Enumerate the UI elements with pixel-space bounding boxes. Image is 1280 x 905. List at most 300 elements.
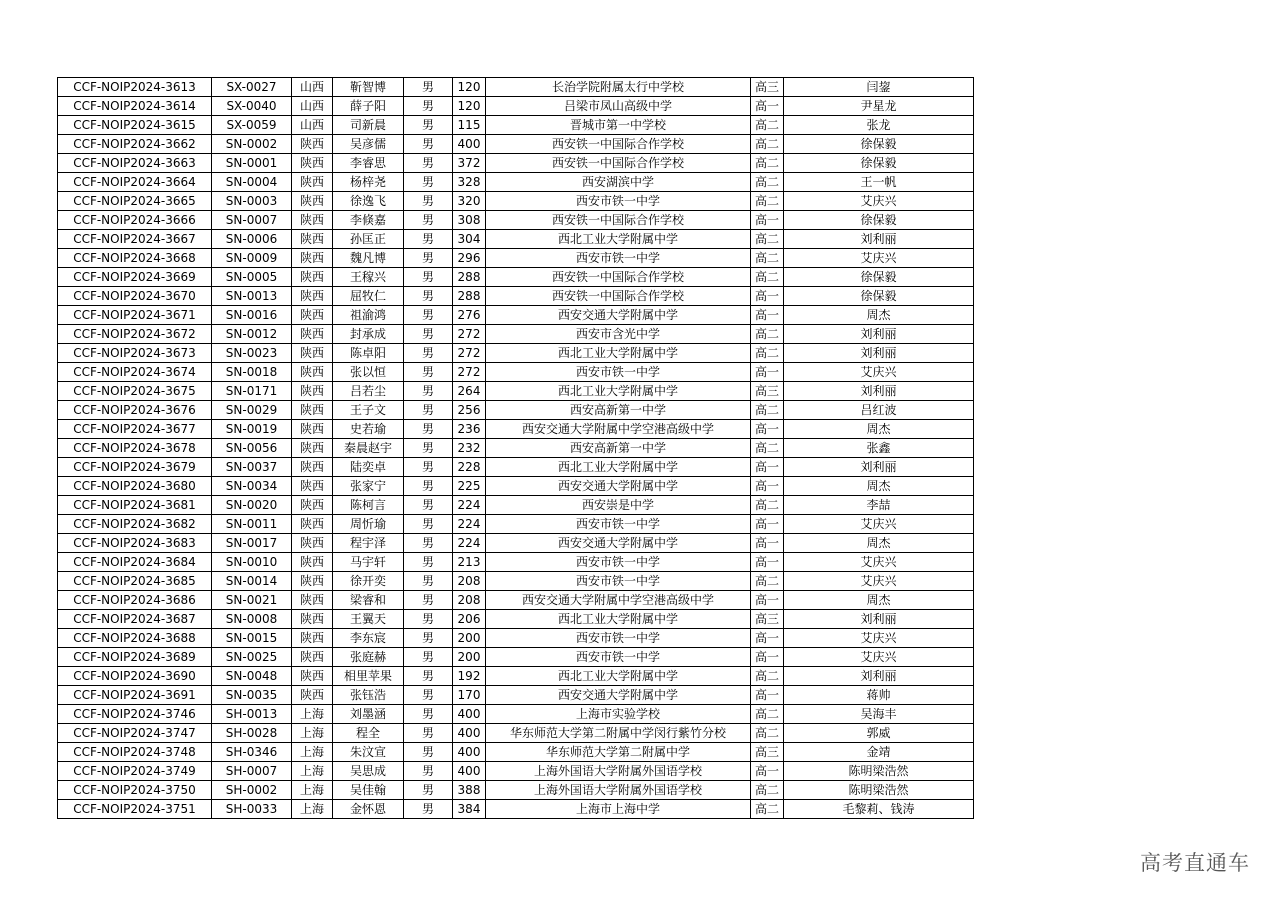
- cell-id: CCF-NOIP2024-3680: [58, 477, 212, 496]
- cell-score: 304: [453, 230, 486, 249]
- cell-province: 陕西: [292, 496, 333, 515]
- cell-score: 256: [453, 401, 486, 420]
- table-row: [58, 401, 974, 420]
- table-row: [58, 325, 974, 344]
- cell-score: 308: [453, 211, 486, 230]
- cell-school: 西安高新第一中学: [486, 401, 751, 420]
- cell-province: 陕西: [292, 572, 333, 591]
- cell-school: 西安市铁一中学: [486, 249, 751, 268]
- cell-code: SN-0012: [212, 325, 292, 344]
- cell-code: SN-0007: [212, 211, 292, 230]
- cell-gender: 男: [404, 382, 453, 401]
- cell-school: 西安铁一中国际合作学校: [486, 154, 751, 173]
- cell-grade: 高二: [751, 401, 784, 420]
- cell-province: 陕西: [292, 344, 333, 363]
- cell-code: SH-0346: [212, 743, 292, 762]
- cell-province: 陕西: [292, 135, 333, 154]
- cell-name: 朱汶宣: [333, 743, 404, 762]
- cell-province: 陕西: [292, 363, 333, 382]
- cell-id: CCF-NOIP2024-3674: [58, 363, 212, 382]
- cell-name: 王子文: [333, 401, 404, 420]
- cell-teacher: 刘利丽: [784, 230, 974, 249]
- cell-score: 400: [453, 705, 486, 724]
- table-row: [58, 192, 974, 211]
- cell-score: 400: [453, 135, 486, 154]
- cell-code: SH-0007: [212, 762, 292, 781]
- cell-gender: 男: [404, 97, 453, 116]
- table-row: [58, 591, 974, 610]
- cell-score: 328: [453, 173, 486, 192]
- cell-province: 陕西: [292, 230, 333, 249]
- cell-grade: 高二: [751, 173, 784, 192]
- cell-province: 陕西: [292, 306, 333, 325]
- cell-teacher: 艾庆兴: [784, 648, 974, 667]
- cell-gender: 男: [404, 135, 453, 154]
- cell-province: 陕西: [292, 192, 333, 211]
- cell-gender: 男: [404, 724, 453, 743]
- cell-code: SN-0002: [212, 135, 292, 154]
- cell-school: 西安交通大学附属中学: [486, 477, 751, 496]
- cell-grade: 高二: [751, 154, 784, 173]
- cell-score: 288: [453, 287, 486, 306]
- cell-code: SN-0004: [212, 173, 292, 192]
- cell-school: 西安湖滨中学: [486, 173, 751, 192]
- cell-code: SX-0040: [212, 97, 292, 116]
- cell-id: CCF-NOIP2024-3663: [58, 154, 212, 173]
- cell-name: 李东宸: [333, 629, 404, 648]
- cell-gender: 男: [404, 173, 453, 192]
- cell-teacher: 徐保毅: [784, 287, 974, 306]
- cell-name: 吕若尘: [333, 382, 404, 401]
- watermark: 高考直通车: [1140, 851, 1250, 875]
- cell-id: CCF-NOIP2024-3687: [58, 610, 212, 629]
- cell-teacher: 吕红波: [784, 401, 974, 420]
- cell-school: 西北工业大学附属中学: [486, 382, 751, 401]
- cell-name: 祖渝鸿: [333, 306, 404, 325]
- cell-id: CCF-NOIP2024-3749: [58, 762, 212, 781]
- cell-code: SN-0021: [212, 591, 292, 610]
- cell-name: 张钰浩: [333, 686, 404, 705]
- cell-province: 陕西: [292, 401, 333, 420]
- cell-id: CCF-NOIP2024-3677: [58, 420, 212, 439]
- table-row: [58, 249, 974, 268]
- cell-score: 224: [453, 534, 486, 553]
- cell-name: 吴彦儒: [333, 135, 404, 154]
- cell-grade: 高一: [751, 648, 784, 667]
- table-row: [58, 477, 974, 496]
- cell-school: 西安铁一中国际合作学校: [486, 135, 751, 154]
- cell-teacher: 张鑫: [784, 439, 974, 458]
- cell-grade: 高二: [751, 496, 784, 515]
- cell-school: 华东师范大学第二附属中学闵行紫竹分校: [486, 724, 751, 743]
- cell-name: 张以恒: [333, 363, 404, 382]
- table-row: [58, 610, 974, 629]
- cell-grade: 高二: [751, 116, 784, 135]
- cell-teacher: 陈明梁浩然: [784, 781, 974, 800]
- cell-grade: 高二: [751, 249, 784, 268]
- cell-province: 陕西: [292, 534, 333, 553]
- table-row: [58, 553, 974, 572]
- cell-score: 236: [453, 420, 486, 439]
- cell-teacher: 刘利丽: [784, 382, 974, 401]
- cell-gender: 男: [404, 572, 453, 591]
- cell-code: SN-0020: [212, 496, 292, 515]
- cell-code: SH-0013: [212, 705, 292, 724]
- cell-province: 陕西: [292, 667, 333, 686]
- table-row: [58, 344, 974, 363]
- cell-grade: 高二: [751, 230, 784, 249]
- cell-province: 陕西: [292, 591, 333, 610]
- cell-gender: 男: [404, 686, 453, 705]
- table-row: [58, 287, 974, 306]
- cell-grade: 高一: [751, 553, 784, 572]
- cell-province: 山西: [292, 116, 333, 135]
- cell-code: SH-0028: [212, 724, 292, 743]
- cell-province: 陕西: [292, 515, 333, 534]
- table-row: [58, 439, 974, 458]
- cell-school: 华东师范大学第二附属中学: [486, 743, 751, 762]
- cell-school: 上海外国语大学附属外国语学校: [486, 762, 751, 781]
- cell-school: 西安交通大学附属中学: [486, 306, 751, 325]
- cell-province: 陕西: [292, 629, 333, 648]
- cell-school: 西安市铁一中学: [486, 553, 751, 572]
- cell-score: 288: [453, 268, 486, 287]
- cell-teacher: 闫鋆: [784, 78, 974, 97]
- cell-name: 吴思成: [333, 762, 404, 781]
- cell-score: 224: [453, 496, 486, 515]
- cell-id: CCF-NOIP2024-3676: [58, 401, 212, 420]
- cell-province: 上海: [292, 724, 333, 743]
- table-row: [58, 648, 974, 667]
- table-row: [58, 382, 974, 401]
- cell-grade: 高二: [751, 705, 784, 724]
- cell-score: 400: [453, 762, 486, 781]
- cell-name: 徐逸飞: [333, 192, 404, 211]
- cell-name: 金怀恩: [333, 800, 404, 819]
- cell-code: SN-0018: [212, 363, 292, 382]
- cell-gender: 男: [404, 496, 453, 515]
- cell-grade: 高一: [751, 306, 784, 325]
- cell-grade: 高二: [751, 135, 784, 154]
- cell-id: CCF-NOIP2024-3664: [58, 173, 212, 192]
- cell-name: 薛子阳: [333, 97, 404, 116]
- cell-gender: 男: [404, 610, 453, 629]
- cell-province: 陕西: [292, 173, 333, 192]
- cell-teacher: 艾庆兴: [784, 515, 974, 534]
- cell-name: 李倏嘉: [333, 211, 404, 230]
- cell-score: 384: [453, 800, 486, 819]
- cell-teacher: 吴海丰: [784, 705, 974, 724]
- cell-grade: 高一: [751, 287, 784, 306]
- cell-gender: 男: [404, 287, 453, 306]
- cell-score: 272: [453, 363, 486, 382]
- table-row: [58, 686, 974, 705]
- cell-province: 陕西: [292, 287, 333, 306]
- cell-school: 西安市铁一中学: [486, 648, 751, 667]
- cell-school: 西安交通大学附属中学空港高级中学: [486, 591, 751, 610]
- results-table: [57, 77, 974, 819]
- cell-teacher: 艾庆兴: [784, 363, 974, 382]
- cell-province: 陕西: [292, 610, 333, 629]
- table-row: [58, 420, 974, 439]
- table-row: [58, 629, 974, 648]
- cell-teacher: 艾庆兴: [784, 553, 974, 572]
- cell-province: 陕西: [292, 553, 333, 572]
- cell-school: 西安市铁一中学: [486, 515, 751, 534]
- cell-teacher: 周杰: [784, 477, 974, 496]
- table-row: [58, 458, 974, 477]
- cell-school: 西安铁一中国际合作学校: [486, 268, 751, 287]
- cell-school: 西北工业大学附属中学: [486, 344, 751, 363]
- table-row: [58, 515, 974, 534]
- cell-code: SN-0016: [212, 306, 292, 325]
- cell-name: 屈牧仁: [333, 287, 404, 306]
- cell-grade: 高一: [751, 629, 784, 648]
- cell-name: 刘墨涵: [333, 705, 404, 724]
- cell-gender: 男: [404, 154, 453, 173]
- cell-province: 上海: [292, 800, 333, 819]
- cell-province: 陕西: [292, 154, 333, 173]
- cell-gender: 男: [404, 705, 453, 724]
- cell-name: 魏凡博: [333, 249, 404, 268]
- cell-province: 陕西: [292, 382, 333, 401]
- cell-score: 225: [453, 477, 486, 496]
- cell-id: CCF-NOIP2024-3669: [58, 268, 212, 287]
- cell-teacher: 刘利丽: [784, 325, 974, 344]
- cell-province: 陕西: [292, 439, 333, 458]
- cell-name: 张家宁: [333, 477, 404, 496]
- cell-score: 276: [453, 306, 486, 325]
- cell-gender: 男: [404, 762, 453, 781]
- cell-gender: 男: [404, 800, 453, 819]
- cell-score: 192: [453, 667, 486, 686]
- cell-grade: 高三: [751, 743, 784, 762]
- cell-id: CCF-NOIP2024-3748: [58, 743, 212, 762]
- cell-grade: 高一: [751, 762, 784, 781]
- cell-gender: 男: [404, 116, 453, 135]
- cell-province: 陕西: [292, 325, 333, 344]
- cell-score: 213: [453, 553, 486, 572]
- cell-gender: 男: [404, 420, 453, 439]
- cell-code: SN-0011: [212, 515, 292, 534]
- cell-code: SN-0013: [212, 287, 292, 306]
- cell-gender: 男: [404, 534, 453, 553]
- table-row: [58, 572, 974, 591]
- cell-code: SN-0171: [212, 382, 292, 401]
- cell-teacher: 尹星龙: [784, 97, 974, 116]
- cell-gender: 男: [404, 458, 453, 477]
- cell-school: 西安市铁一中学: [486, 363, 751, 382]
- cell-code: SN-0003: [212, 192, 292, 211]
- cell-province: 山西: [292, 78, 333, 97]
- cell-teacher: 艾庆兴: [784, 629, 974, 648]
- cell-id: CCF-NOIP2024-3686: [58, 591, 212, 610]
- cell-school: 西北工业大学附属中学: [486, 230, 751, 249]
- cell-name: 陈卓阳: [333, 344, 404, 363]
- cell-school: 西安市含光中学: [486, 325, 751, 344]
- cell-code: SN-0001: [212, 154, 292, 173]
- cell-teacher: 刘利丽: [784, 344, 974, 363]
- cell-code: SN-0015: [212, 629, 292, 648]
- cell-school: 西安交通大学附属中学空港高级中学: [486, 420, 751, 439]
- cell-id: CCF-NOIP2024-3678: [58, 439, 212, 458]
- cell-school: 上海市上海中学: [486, 800, 751, 819]
- cell-id: CCF-NOIP2024-3751: [58, 800, 212, 819]
- cell-grade: 高二: [751, 268, 784, 287]
- cell-gender: 男: [404, 667, 453, 686]
- cell-name: 靳智博: [333, 78, 404, 97]
- cell-name: 徐开奕: [333, 572, 404, 591]
- cell-grade: 高三: [751, 78, 784, 97]
- cell-teacher: 刘利丽: [784, 610, 974, 629]
- cell-grade: 高二: [751, 439, 784, 458]
- cell-teacher: 徐保毅: [784, 154, 974, 173]
- cell-teacher: 王一帆: [784, 173, 974, 192]
- cell-score: 170: [453, 686, 486, 705]
- cell-school: 西北工业大学附属中学: [486, 667, 751, 686]
- cell-name: 张庭赫: [333, 648, 404, 667]
- cell-teacher: 金靖: [784, 743, 974, 762]
- cell-score: 208: [453, 572, 486, 591]
- cell-grade: 高二: [751, 800, 784, 819]
- cell-id: CCF-NOIP2024-3665: [58, 192, 212, 211]
- table-row: [58, 496, 974, 515]
- cell-gender: 男: [404, 363, 453, 382]
- cell-teacher: 周杰: [784, 420, 974, 439]
- cell-gender: 男: [404, 401, 453, 420]
- cell-id: CCF-NOIP2024-3691: [58, 686, 212, 705]
- cell-id: CCF-NOIP2024-3670: [58, 287, 212, 306]
- cell-code: SN-0010: [212, 553, 292, 572]
- cell-code: SN-0056: [212, 439, 292, 458]
- cell-grade: 高二: [751, 344, 784, 363]
- cell-name: 程宇泽: [333, 534, 404, 553]
- cell-name: 周忻瑜: [333, 515, 404, 534]
- table-row: [58, 211, 974, 230]
- cell-province: 上海: [292, 781, 333, 800]
- cell-gender: 男: [404, 648, 453, 667]
- cell-code: SN-0023: [212, 344, 292, 363]
- cell-score: 264: [453, 382, 486, 401]
- cell-name: 李睿思: [333, 154, 404, 173]
- cell-id: CCF-NOIP2024-3682: [58, 515, 212, 534]
- cell-grade: 高一: [751, 458, 784, 477]
- table-row: [58, 667, 974, 686]
- cell-province: 上海: [292, 743, 333, 762]
- cell-code: SN-0005: [212, 268, 292, 287]
- cell-grade: 高一: [751, 363, 784, 382]
- table-row: [58, 705, 974, 724]
- cell-id: CCF-NOIP2024-3681: [58, 496, 212, 515]
- cell-province: 山西: [292, 97, 333, 116]
- cell-province: 上海: [292, 705, 333, 724]
- cell-teacher: 徐保毅: [784, 135, 974, 154]
- cell-school: 西北工业大学附属中学: [486, 458, 751, 477]
- cell-teacher: 刘利丽: [784, 458, 974, 477]
- cell-gender: 男: [404, 268, 453, 287]
- table-row: [58, 743, 974, 762]
- cell-school: 西安铁一中国际合作学校: [486, 287, 751, 306]
- cell-teacher: 郭威: [784, 724, 974, 743]
- cell-teacher: 毛黎莉、钱涛: [784, 800, 974, 819]
- cell-province: 上海: [292, 762, 333, 781]
- cell-gender: 男: [404, 743, 453, 762]
- cell-school: 长治学院附属太行中学校: [486, 78, 751, 97]
- cell-score: 388: [453, 781, 486, 800]
- cell-id: CCF-NOIP2024-3688: [58, 629, 212, 648]
- cell-gender: 男: [404, 344, 453, 363]
- table-row: [58, 781, 974, 800]
- cell-name: 史若瑜: [333, 420, 404, 439]
- cell-id: CCF-NOIP2024-3671: [58, 306, 212, 325]
- cell-score: 232: [453, 439, 486, 458]
- cell-school: 吕梁市凤山高级中学: [486, 97, 751, 116]
- cell-teacher: 艾庆兴: [784, 572, 974, 591]
- cell-code: SN-0025: [212, 648, 292, 667]
- cell-code: SN-0029: [212, 401, 292, 420]
- cell-school: 西安崇是中学: [486, 496, 751, 515]
- cell-gender: 男: [404, 211, 453, 230]
- cell-school: 西安高新第一中学: [486, 439, 751, 458]
- cell-grade: 高三: [751, 610, 784, 629]
- cell-school: 上海外国语大学附属外国语学校: [486, 781, 751, 800]
- cell-id: CCF-NOIP2024-3747: [58, 724, 212, 743]
- cell-gender: 男: [404, 249, 453, 268]
- cell-code: SN-0017: [212, 534, 292, 553]
- cell-grade: 高二: [751, 781, 784, 800]
- cell-grade: 高一: [751, 534, 784, 553]
- cell-grade: 高二: [751, 572, 784, 591]
- cell-code: SN-0048: [212, 667, 292, 686]
- table-row: [58, 268, 974, 287]
- cell-grade: 高二: [751, 192, 784, 211]
- cell-score: 372: [453, 154, 486, 173]
- cell-name: 梁睿和: [333, 591, 404, 610]
- cell-id: CCF-NOIP2024-3614: [58, 97, 212, 116]
- cell-score: 200: [453, 629, 486, 648]
- cell-province: 陕西: [292, 458, 333, 477]
- cell-name: 王翼天: [333, 610, 404, 629]
- cell-gender: 男: [404, 230, 453, 249]
- cell-teacher: 徐保毅: [784, 268, 974, 287]
- cell-teacher: 刘利丽: [784, 667, 974, 686]
- cell-teacher: 张龙: [784, 116, 974, 135]
- cell-code: SN-0009: [212, 249, 292, 268]
- cell-gender: 男: [404, 439, 453, 458]
- cell-school: 晋城市第一中学校: [486, 116, 751, 135]
- cell-id: CCF-NOIP2024-3683: [58, 534, 212, 553]
- table-row: [58, 135, 974, 154]
- cell-teacher: 周杰: [784, 534, 974, 553]
- cell-grade: 高一: [751, 211, 784, 230]
- cell-school: 西北工业大学附属中学: [486, 610, 751, 629]
- cell-id: CCF-NOIP2024-3750: [58, 781, 212, 800]
- cell-name: 相里苹果: [333, 667, 404, 686]
- table-row: [58, 78, 974, 97]
- cell-id: CCF-NOIP2024-3662: [58, 135, 212, 154]
- cell-province: 陕西: [292, 249, 333, 268]
- cell-gender: 男: [404, 553, 453, 572]
- cell-name: 陈柯言: [333, 496, 404, 515]
- cell-teacher: 艾庆兴: [784, 249, 974, 268]
- cell-grade: 高一: [751, 97, 784, 116]
- cell-code: SN-0006: [212, 230, 292, 249]
- cell-id: CCF-NOIP2024-3679: [58, 458, 212, 477]
- cell-grade: 高二: [751, 667, 784, 686]
- cell-school: 西安市铁一中学: [486, 629, 751, 648]
- cell-score: 228: [453, 458, 486, 477]
- cell-grade: 高一: [751, 515, 784, 534]
